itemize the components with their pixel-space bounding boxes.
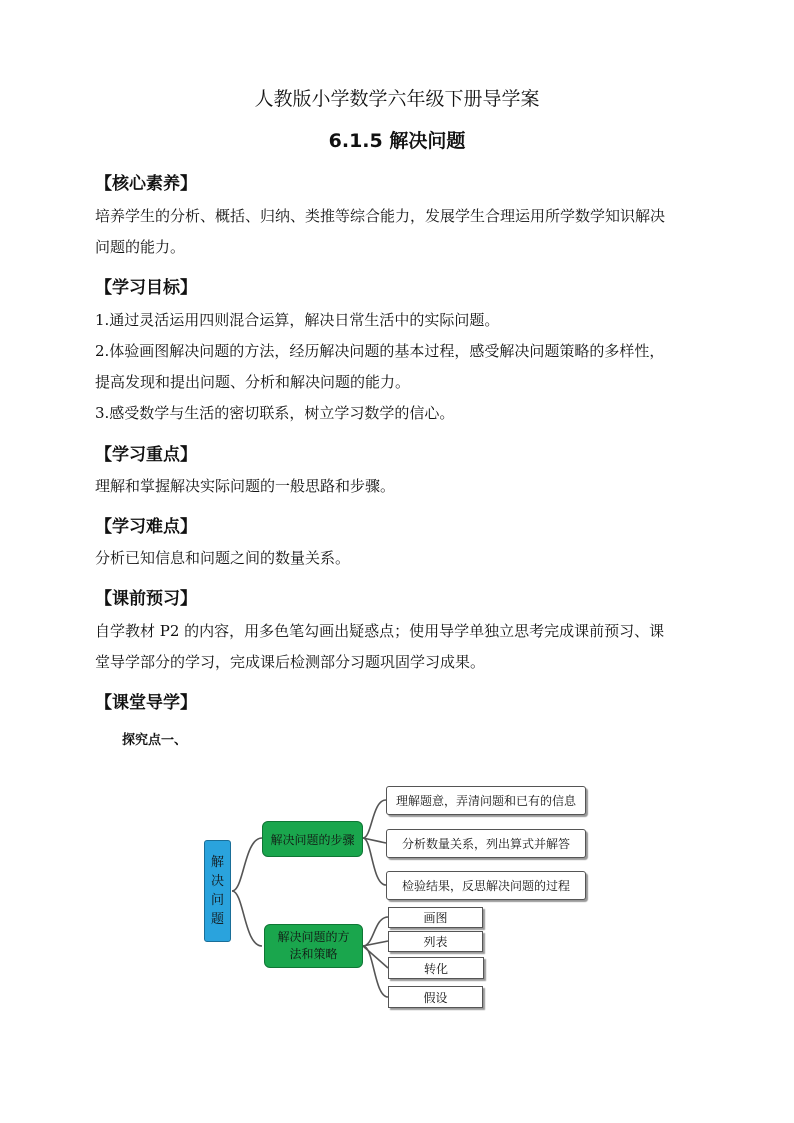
leaf-table: 列表 [388, 931, 483, 952]
leaf-assume: 假设 [388, 986, 483, 1008]
explore-point-label: 探究点一、 [122, 733, 188, 748]
root-char: 问 [210, 893, 224, 908]
heading-class-guide: 【课堂导学】 [95, 693, 197, 713]
leaf-draw: 画图 [388, 907, 483, 928]
text-line: 问题的能力。 [95, 238, 186, 256]
leaf-transform: 转化 [388, 957, 484, 979]
text-line: 2.体验画图解决问题的方法，经历解决问题的基本过程，感受解决问题策略的多样性， [95, 342, 665, 360]
text-line: 自学教材 P2 的内容，用多色笔勾画出疑惑点；使用导学单独立思考完成课前预习、课 [95, 622, 665, 640]
doc-title: 人教版小学数学六年级下册导学案 [254, 88, 540, 110]
heading-key-points: 【学习重点】 [95, 445, 197, 465]
mindmap-root [204, 840, 231, 942]
leaf-check: 检验结果，反思解决问题的过程 [386, 871, 586, 900]
branch-methods-line: 解决问题的方 [277, 930, 350, 944]
heading-core-literacy: 【核心素养】 [95, 174, 197, 194]
root-char: 题 [210, 912, 224, 927]
heading-preview: 【课前预习】 [95, 589, 197, 609]
text-line: 培养学生的分析、概括、归纳、类推等综合能力，发展学生合理运用所学数学知识解决 [95, 207, 666, 225]
leaf-understand: 理解题意，弄清问题和已有的信息 [386, 786, 586, 815]
text-line: 分析已知信息和问题之间的数量关系。 [95, 549, 351, 567]
text-line: 堂导学部分的学习，完成课后检测部分习题巩固学习成果。 [95, 653, 486, 671]
lesson-title: 6.1.5 解决问题 [328, 130, 466, 152]
leaf-analyze: 分析数量关系，列出算式并解答 [386, 829, 586, 858]
branch-steps: 解决问题的步骤 [262, 821, 363, 857]
text-line: 1.通过灵活运用四则混合运算，解决日常生活中的实际问题。 [95, 311, 500, 329]
branch-methods [264, 924, 363, 968]
heading-difficulties: 【学习难点】 [95, 517, 197, 537]
text-line: 3.感受数学与生活的密切联系，树立学习数学的信心。 [95, 404, 455, 422]
heading-learning-goals: 【学习目标】 [95, 278, 197, 298]
branch-methods-line: 法和策略 [289, 947, 338, 961]
root-char: 决 [210, 874, 224, 889]
root-char: 解 [210, 855, 224, 870]
text-line: 理解和掌握解决实际问题的一般思路和步骤。 [95, 477, 396, 495]
text-line: 提高发现和提出问题、分析和解决问题的能力。 [95, 373, 411, 391]
